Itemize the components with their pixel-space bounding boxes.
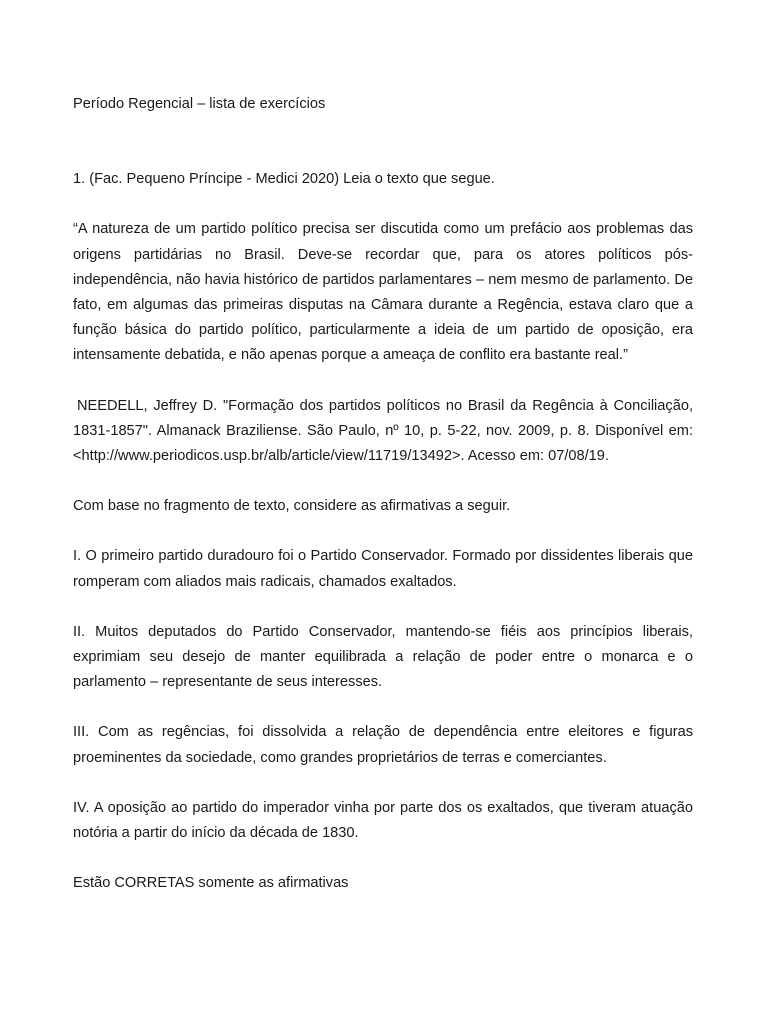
citation-paragraph: NEEDELL, Jeffrey D. "Formação dos partidos políticos no Brasil da Regência à Conciliação, 1831-1857". Almanack Braziliense. São Paulo, nº 10, p. 5-22, nov. 2009, p. 8. Disponível em: <http://www.periodicos.usp.br/alb/article/view/11719/13492>. Acesso em: 07/08/19. [73,397,693,465]
statement-iv: IV. A oposição ao partido do imperador vinha por parte dos os exaltados, que tiveram atuação notória a partir do início da década de 1830. [73,799,693,842]
final-prompt: Estão CORRETAS somente as afirmativas [73,875,349,892]
intro-paragraph: Com base no fragmento de texto, considere as afirmativas a seguir. [73,498,511,515]
document-title: Período Regencial – lista de exercícios [73,96,326,112]
document-page [73,92,693,896]
quote-paragraph: “A natureza de um partido político precisa ser discutida como um prefácio aos problemas das origens partidárias no Brasil. Deve-se recordar que, para os atores políticos pós-independência, não havia histórico de partidos parlamentares – nem mesmo de parlamento. De fato, em algumas das primeiras disputas na Câmara durante a Regência, estava claro que a função básica do partido político, particularmente a ideia de um partido de oposição, era intensamente debatida, e não apenas porque a ameaça de conflito era bastante real.” [73,221,693,364]
statement-i: I. O primeiro partido duradouro foi o Partido Conservador. Formado por dissidentes liberais que romperam com aliados mais radicais, chamados exaltados. [73,548,693,590]
question-header: 1. (Fac. Pequeno Príncipe - Medici 2020) Leia o texto que segue. [73,171,495,188]
statement-iii: III. Com as regências, foi dissolvida a relação de dependência entre eleitores e figuras proeminentes da sociedade, como grandes proprietários de terras e comerciantes. [73,724,693,766]
statement-ii: II. Muitos deputados do Partido Conservador, mantendo-se fiéis aos princípios liberais, exprimiam seu desejo de manter equilibrada a relação de poder entre o monarca e o parlamento – representante de seus interesses. [73,623,693,691]
